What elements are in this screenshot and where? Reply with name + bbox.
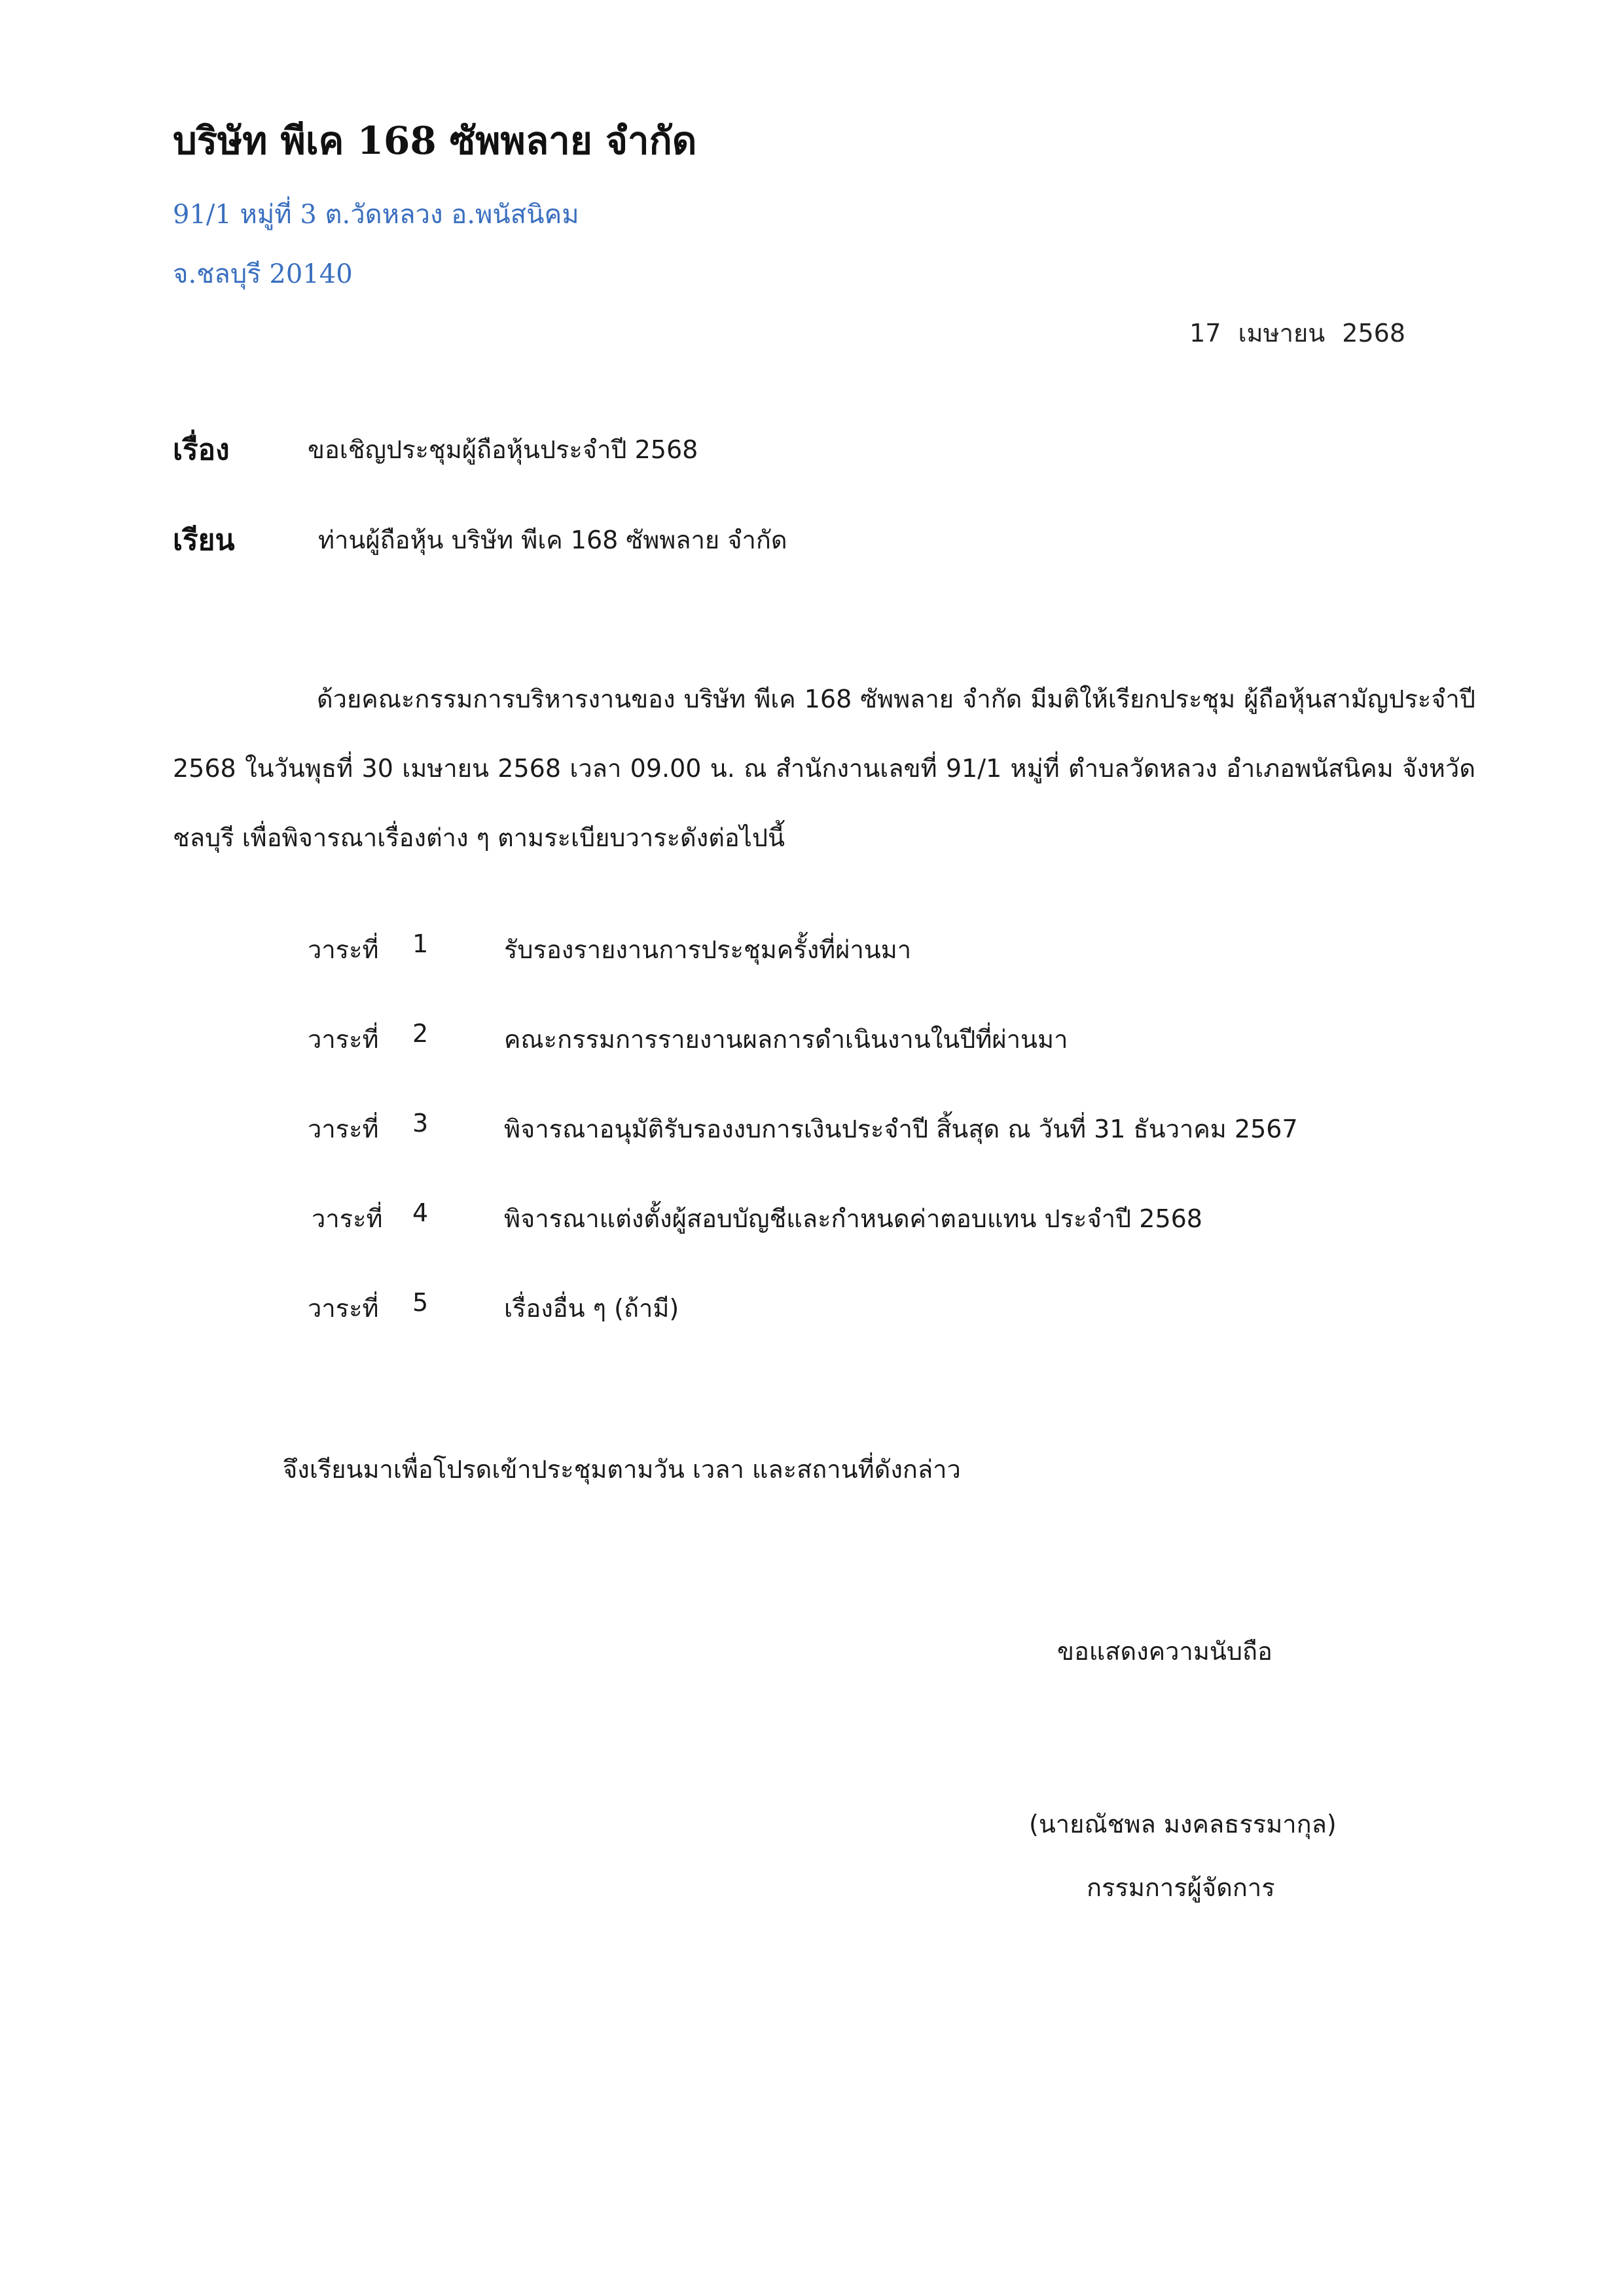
recipient-label: เรียน	[173, 524, 235, 557]
agenda-number: 3	[412, 1109, 429, 1138]
agenda-number: 2	[412, 1019, 429, 1048]
subject-text: ขอเชิญประชุมผู้ถือหุ้นประจำปี 2568	[308, 435, 698, 464]
company-address-line1: 91/1 หมู่ที่ 3 ต.วัดหลวง อ.พนัสนิคม	[173, 200, 579, 230]
signer-title: กรรมการผู้จัดการ	[1087, 1873, 1275, 1902]
agenda-key: วาระที่	[308, 1115, 379, 1143]
agenda-text: พิจารณาแต่งตั้งผู้สอบบัญชีและกำหนดค่าตอบแทน ประจำปี 2568	[504, 1204, 1202, 1233]
agenda-text: พิจารณาอนุมัติรับรองงบการเงินประจำปี สิ้นสุด ณ วันที่ 31 ธันวาคม 2567	[504, 1115, 1298, 1143]
agenda-number: 4	[412, 1198, 429, 1227]
agenda-number: 1	[412, 929, 429, 958]
signer-name: (นายณัชพล มงคลธรรมากุล)	[1029, 1810, 1337, 1839]
agenda-item	[308, 1198, 1486, 1288]
agenda-key: วาระที่	[308, 1294, 379, 1323]
company-name: บริษัท พีเค 168 ซัพพลาย จำกัด	[173, 118, 697, 163]
letter-date: 17 เมษายน 2568	[1189, 319, 1405, 348]
agenda-key: วาระที่	[308, 1025, 379, 1054]
regards-line: ขอแสดงความนับถือ	[1057, 1637, 1272, 1666]
agenda-list	[308, 929, 1486, 1378]
agenda-key: วาระที่	[308, 935, 379, 964]
closing-sentence: จึงเรียนมาเพื่อโปรดเข้าประชุมตามวัน เวลา และสถานที่ดังกล่าว	[283, 1455, 961, 1484]
agenda-key: วาระที่	[312, 1204, 383, 1233]
recipient-text: ท่านผู้ถือหุ้น บริษัท พีเค 168 ซัพพลาย จำกัด	[318, 526, 787, 554]
agenda-text: รับรองรายงานการประชุมครั้งที่ผ่านมา	[504, 935, 912, 964]
agenda-number: 5	[412, 1288, 429, 1317]
agenda-item	[308, 1109, 1486, 1198]
agenda-item	[308, 929, 1486, 1019]
agenda-item	[308, 1019, 1486, 1109]
agenda-text: คณะกรรมการรายงานผลการดำเนินงานในปีที่ผ่านมา	[504, 1025, 1068, 1054]
agenda-item	[308, 1288, 1486, 1378]
agenda-text: เรื่องอื่น ๆ (ถ้ามี)	[504, 1294, 679, 1323]
company-address-line2: จ.ชลบุรี 20140	[173, 259, 353, 289]
subject-label: เรื่อง	[173, 433, 230, 467]
body-paragraph: ด้วยคณะกรรมการบริหารงานของ บริษัท พีเค 168 ซัพพลาย จำกัด มีมติให้เรียกประชุม ผู้ถือหุ้นสามัญประจำปี 2568 ในวันพุธที่ 30 เมษายน 2568 เวลา 09.00 น. ณ สำนักงานเลขที่ 91/1 หมู่ที่ ตำบลวัดหลวง อำเภอพนัสนิคม จังหวัดชลบุรี เพื่อพิจารณาเรื่องต่าง ๆ ตามระเบียบวาระดังต่อไปนี้	[173, 685, 1475, 852]
